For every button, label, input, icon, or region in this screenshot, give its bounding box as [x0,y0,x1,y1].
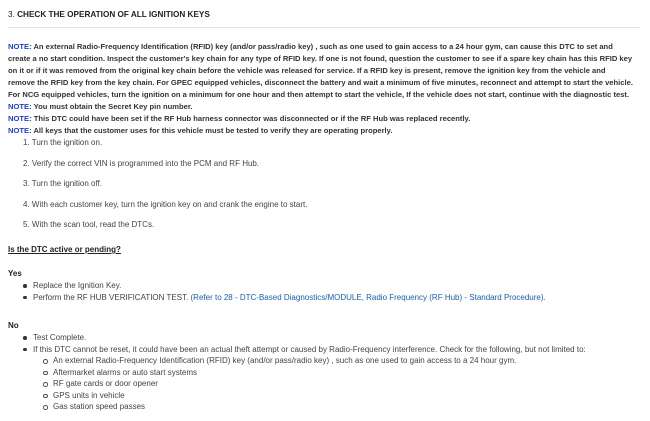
diagnostic-question: Is the DTC active or pending? [8,245,121,254]
list-item: GPS units in vehicle [42,390,516,402]
procedure-step: 5. With the scan tool, read the DTCs. [23,220,155,229]
list-item: Replace the Ignition Key. [22,280,546,292]
note-line: NOTE: All keys that the customer uses for this vehicle must be tested to verify they are operating properly. [8,126,393,135]
refer-procedure-link[interactable]: (Refer to 28 - DTC-Based Diagnostics/MODULE, Radio Frequency (RF Hub) - Standard Procedure). [190,292,546,302]
note-line: NOTE: You must obtain the Secret Key pin number. [8,102,193,111]
note-line: NOTE: An external Radio-Frequency Identification (RFID) key (and/or pass/radio key) , such as one used to gain access to a 24 hour gym, can cause this DTC to set and [8,42,613,51]
procedure-step: 1. Turn the ignition on. [23,138,103,147]
no-sub-list [42,355,516,413]
note-line: For NCG equipped vehicles, turn the ignition on a minimum for one hour and then attempt to start the vehicle, If the vehicle does not start, continue with the diagnostic test. [8,90,630,99]
procedure-steps [23,137,307,240]
list-item: An external Radio-Frequency Identification (RFID) key (and/or pass/radio key) , such as one used to gain access to a 24 hour gym. [42,355,516,367]
step-title: CHECK THE OPERATION OF ALL IGNITION KEYS [17,10,210,19]
note-line: remove the RFID key from the key chain. For GPEC equipped vehicles, disconnect the battery and wait a minimum of five minutes, reconnect and attempt to start the vehicle. [8,78,633,87]
list-item: Perform the RF HUB VERIFICATION TEST. (Refer to 28 - DTC-Based Diagnostics/MODULE, Radio Frequency (RF Hub) - Standard Procedure). [22,292,546,304]
list-item: Aftermarket alarms or auto start systems [42,367,516,379]
no-label: No [8,321,19,330]
list-item: RF gate cards or door opener [42,378,516,390]
procedure-step: 4. With each customer key, turn the ignition key on and crank the engine to start. [23,199,308,209]
list-item: If this DTC cannot be reset, it could have been an actual theft attempt or caused by Radio-Frequency interference. Check for the following, but not limited to: [22,344,586,356]
procedure-step: 2. Verify the correct VIN is programmed into the PCM and RF Hub. [23,158,260,168]
list-item: Test Complete. [22,332,586,344]
step-header [8,9,640,28]
procedure-step: 3. Turn the ignition off. [23,179,103,188]
step-number: 3. [8,10,15,19]
no-list [22,332,586,355]
note-line: on it or if it was removed from the original key chain before the vehicle was released for service. If a RFID key is present, remove the ignition key from the vehicle and [8,66,606,75]
notes-block [8,41,642,137]
yes-list [22,280,546,303]
note-line: NOTE: This DTC could have been set if the RF Hub harness connector was disconnected or if the RF Hub was replaced recently. [8,114,471,123]
list-item: Gas station speed passes [42,401,516,413]
note-line: create a no start condition. Inspect the customer's key chain for any type of RFID key. If one is not found, question the customer to see if a spare key chain has this RFID key [8,54,633,63]
yes-label: Yes [8,269,22,278]
